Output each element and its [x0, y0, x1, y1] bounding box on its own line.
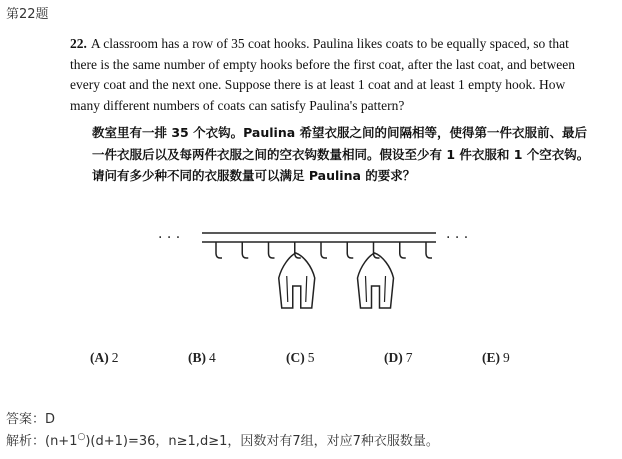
hooks-group	[216, 242, 432, 258]
coat-hook	[321, 242, 327, 258]
question-heading: 第22题	[6, 7, 49, 22]
choice-c: (C) 5	[286, 350, 315, 365]
left-ellipsis: · · ·	[158, 230, 181, 246]
coat-hooks-diagram	[150, 222, 490, 332]
answer-line: 答案：D	[6, 412, 56, 427]
choice-b: (B) 4	[188, 350, 216, 365]
problem-block	[70, 34, 590, 187]
coat-hooks-figure	[150, 222, 490, 332]
coat-sleeve-lines	[366, 276, 386, 302]
coat-hook	[400, 242, 406, 258]
problem-english-text: A classroom has a row of 35 coat hooks. Paulina likes coats to be equally spaced, so that there is the same number of empty hooks before the first coat, after the last coat, and between every coat and the next one. Suppose there is at least 1 coat and at least 1 empty hook. How many different numbers of coats can satisfy Paulina's pattern?	[70, 36, 575, 113]
coat-sleeve-lines	[287, 276, 307, 302]
coat-hook	[347, 242, 353, 258]
coat-hook	[242, 242, 248, 258]
choice-d: (D) 7	[384, 350, 413, 365]
coat-hook	[426, 242, 432, 258]
right-ellipsis: · · ·	[446, 230, 469, 246]
problem-english	[70, 34, 590, 116]
coat-hook	[269, 242, 275, 258]
problem-chinese: 教室里有一排 35 个衣钩。Paulina 希望衣服之间的间隔相等，使得第一件衣服前、最后一件衣服后以及每两件衣服之间的空衣钩数量相同。假设至少有 1 件衣服和 1 个空衣钩。请问有多少种不同的衣服数量可以满足 Paulina 的要求？	[92, 125, 590, 184]
analysis-line: 解析：(n+1○)(d+1)=36，n≥1,d≥1，因数对有7组，对应7种衣服数量。	[6, 432, 439, 449]
choice-a: (A) 2	[90, 350, 119, 365]
problem-number: 22.	[70, 36, 87, 51]
coat-hook	[216, 242, 222, 258]
coat	[358, 253, 394, 308]
choice-e: (E) 9	[482, 350, 510, 365]
coat	[279, 253, 315, 308]
coats-group	[279, 253, 394, 308]
